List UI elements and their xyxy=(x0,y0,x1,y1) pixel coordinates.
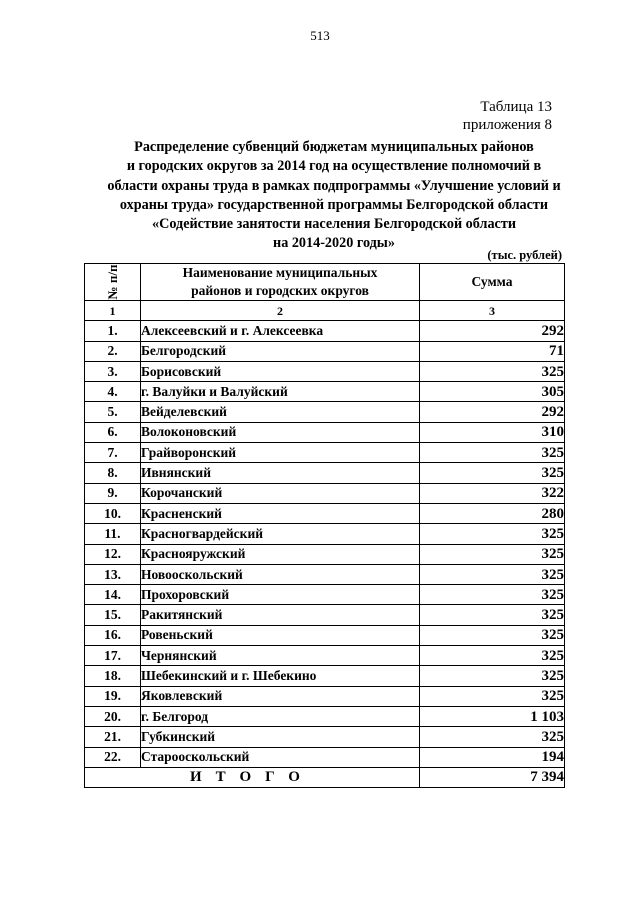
row-sum: 325 xyxy=(420,727,565,747)
row-sum: 325 xyxy=(420,585,565,605)
row-name: Шебекинский и г. Шебекино xyxy=(141,666,420,686)
row-number: 17. xyxy=(85,646,141,666)
row-sum: 325 xyxy=(420,666,565,686)
row-sum: 280 xyxy=(420,503,565,523)
table-row xyxy=(85,483,565,503)
document-title xyxy=(96,138,572,254)
row-sum: 325 xyxy=(420,625,565,645)
table-row xyxy=(85,402,565,422)
column-number: 1 xyxy=(85,301,141,321)
row-name: Старооскольский xyxy=(141,747,420,767)
row-sum: 325 xyxy=(420,361,565,381)
title-line: на 2014-2020 годы» xyxy=(273,235,395,252)
row-sum: 71 xyxy=(420,341,565,361)
row-sum: 325 xyxy=(420,686,565,706)
row-name: г. Белгород xyxy=(141,706,420,726)
row-sum: 1 103 xyxy=(420,706,565,726)
title-line: Распределение субвенций бюджетам муниципальных районов xyxy=(134,139,534,155)
row-name: Краснояружский xyxy=(141,544,420,564)
row-sum: 325 xyxy=(420,605,565,625)
table-row xyxy=(85,585,565,605)
row-number: 9. xyxy=(85,483,141,503)
header-number-label: № п/п xyxy=(104,264,120,300)
title-line: области охраны труда в рамках подпрограммы «Улучшение условий и xyxy=(107,177,561,194)
column-number: 2 xyxy=(141,301,420,321)
row-name: г. Валуйки и Валуйский xyxy=(141,382,420,402)
table-row xyxy=(85,747,565,767)
header-name-line2: районов и городских округов xyxy=(191,283,369,298)
table-row xyxy=(85,524,565,544)
row-name: Ивнянский xyxy=(141,463,420,483)
row-sum: 292 xyxy=(420,321,565,341)
table-reference-line1: Таблица 13 xyxy=(480,99,552,115)
row-number: 20. xyxy=(85,706,141,726)
row-sum: 305 xyxy=(420,382,565,402)
row-name: Яковлевский xyxy=(141,686,420,706)
table-row xyxy=(85,666,565,686)
table-row xyxy=(85,706,565,726)
title-line: «Содействие занятости населения Белгородской области xyxy=(152,216,516,233)
row-name: Вейделевский xyxy=(141,402,420,422)
row-name: Волоконовский xyxy=(141,422,420,442)
row-name: Белгородский xyxy=(141,341,420,361)
table-row xyxy=(85,361,565,381)
table-row xyxy=(85,503,565,523)
row-name: Ровеньский xyxy=(141,625,420,645)
table-row xyxy=(85,605,565,625)
row-number: 21. xyxy=(85,727,141,747)
row-name: Красногвардейский xyxy=(141,524,420,544)
table-row xyxy=(85,646,565,666)
header-number xyxy=(85,264,141,301)
table-row xyxy=(85,321,565,341)
total-label: ИТОГО xyxy=(85,767,420,787)
row-number: 2. xyxy=(85,341,141,361)
page-number: 513 xyxy=(310,28,330,43)
row-number: 5. xyxy=(85,402,141,422)
column-number: 3 xyxy=(420,301,565,321)
title-line: и городских округов за 2014 год на осуществление полномочий в xyxy=(126,158,542,175)
table-row xyxy=(85,341,565,361)
table-row xyxy=(85,686,565,706)
table-row xyxy=(85,463,565,483)
row-number: 22. xyxy=(85,747,141,767)
table-reference-line2: приложения 8 xyxy=(462,117,552,133)
row-number: 1. xyxy=(85,321,141,341)
row-sum: 325 xyxy=(420,564,565,584)
table-row xyxy=(85,727,565,747)
table-body xyxy=(85,321,565,768)
row-sum: 325 xyxy=(420,443,565,463)
row-name: Корочанский xyxy=(141,483,420,503)
total-sum: 7 394 xyxy=(420,767,565,787)
table-row xyxy=(85,422,565,442)
row-sum: 325 xyxy=(420,544,565,564)
row-number: 14. xyxy=(85,585,141,605)
subsidy-table xyxy=(84,263,565,788)
row-number: 6. xyxy=(85,422,141,442)
row-number: 8. xyxy=(85,463,141,483)
header-sum: Сумма xyxy=(420,264,565,301)
row-name: Прохоровский xyxy=(141,585,420,605)
row-number: 15. xyxy=(85,605,141,625)
row-number: 11. xyxy=(85,524,141,544)
row-sum: 325 xyxy=(420,463,565,483)
row-sum: 322 xyxy=(420,483,565,503)
row-number: 10. xyxy=(85,503,141,523)
header-name-line1: Наименование муниципальных xyxy=(182,265,378,280)
row-number: 3. xyxy=(85,361,141,381)
row-name: Губкинский xyxy=(141,727,420,747)
row-name: Новооскольский xyxy=(141,564,420,584)
row-name: Ракитянский xyxy=(141,605,420,625)
table-row xyxy=(85,625,565,645)
title-line: охраны труда» государственной программы Белгородской области xyxy=(119,196,549,213)
table-row xyxy=(85,544,565,564)
row-name: Красненский xyxy=(141,503,420,523)
column-number-row xyxy=(85,301,565,321)
row-name: Алексеевский и г. Алексеевка xyxy=(141,321,420,341)
table-row xyxy=(85,382,565,402)
row-number: 12. xyxy=(85,544,141,564)
row-name: Чернянский xyxy=(141,646,420,666)
table-row xyxy=(85,443,565,463)
row-name: Борисовский xyxy=(141,361,420,381)
row-number: 16. xyxy=(85,625,141,645)
units-label: (тыс. рублей) xyxy=(487,248,562,262)
row-number: 19. xyxy=(85,686,141,706)
row-number: 13. xyxy=(85,564,141,584)
table-row xyxy=(85,564,565,584)
header-name xyxy=(141,264,420,301)
row-number: 4. xyxy=(85,382,141,402)
row-number: 18. xyxy=(85,666,141,686)
row-name: Грайворонский xyxy=(141,443,420,463)
row-sum: 310 xyxy=(420,422,565,442)
row-number: 7. xyxy=(85,443,141,463)
total-row xyxy=(85,767,565,787)
table-header-row xyxy=(85,264,565,301)
row-sum: 292 xyxy=(420,402,565,422)
row-sum: 325 xyxy=(420,524,565,544)
table-reference xyxy=(440,98,552,134)
row-sum: 325 xyxy=(420,646,565,666)
row-sum: 194 xyxy=(420,747,565,767)
